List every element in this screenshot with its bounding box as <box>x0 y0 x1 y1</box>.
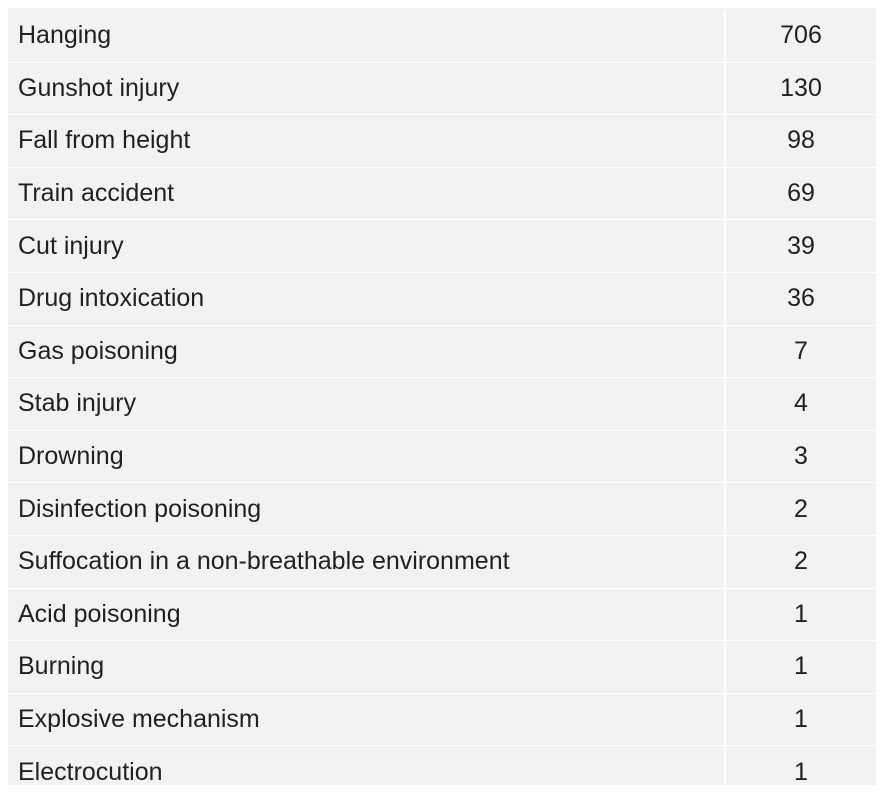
cause-cell: Hanging <box>8 10 726 63</box>
table-row <box>8 641 876 694</box>
table-row <box>8 694 876 747</box>
cause-cell: Gas poisoning <box>8 326 726 379</box>
table-row <box>8 746 876 798</box>
count-cell: 130 <box>726 63 876 116</box>
count-cell: 2 <box>726 536 876 589</box>
table-row <box>8 326 876 379</box>
count-cell: 1 <box>726 641 876 694</box>
count-cell: 39 <box>726 220 876 273</box>
table-row <box>8 10 876 63</box>
cause-cell: Train accident <box>8 168 726 221</box>
count-cell: 98 <box>726 115 876 168</box>
cause-cell: Drowning <box>8 431 726 484</box>
table-row <box>8 63 876 116</box>
table-row <box>8 273 876 326</box>
count-cell: 2 <box>726 483 876 536</box>
cause-cell: Drug intoxication <box>8 273 726 326</box>
data-table-container <box>8 8 876 785</box>
data-table <box>8 10 876 798</box>
cause-cell: Suffocation in a non-breathable environment <box>8 536 726 589</box>
table-row <box>8 431 876 484</box>
cause-cell: Burning <box>8 641 726 694</box>
table-row <box>8 220 876 273</box>
table-row <box>8 536 876 589</box>
cause-cell: Explosive mechanism <box>8 694 726 747</box>
count-cell: 4 <box>726 378 876 431</box>
table-row <box>8 115 876 168</box>
cause-cell: Acid poisoning <box>8 589 726 642</box>
table-row <box>8 168 876 221</box>
count-cell: 1 <box>726 694 876 747</box>
count-cell: 1 <box>726 589 876 642</box>
count-cell: 36 <box>726 273 876 326</box>
count-cell: 69 <box>726 168 876 221</box>
table-row <box>8 483 876 536</box>
count-cell: 1 <box>794 757 808 786</box>
cause-cell: Cut injury <box>8 220 726 273</box>
count-cell: 3 <box>726 431 876 484</box>
cause-cell: Fall from height <box>8 115 726 168</box>
count-cell: 706 <box>726 10 876 63</box>
table-row <box>8 589 876 642</box>
cause-cell: Gunshot injury <box>8 63 726 116</box>
cause-cell: Stab injury <box>8 378 726 431</box>
table-row <box>8 378 876 431</box>
cause-cell: Electrocution <box>8 746 726 798</box>
count-cell: 7 <box>726 326 876 379</box>
cause-cell: Disinfection poisoning <box>8 483 726 536</box>
